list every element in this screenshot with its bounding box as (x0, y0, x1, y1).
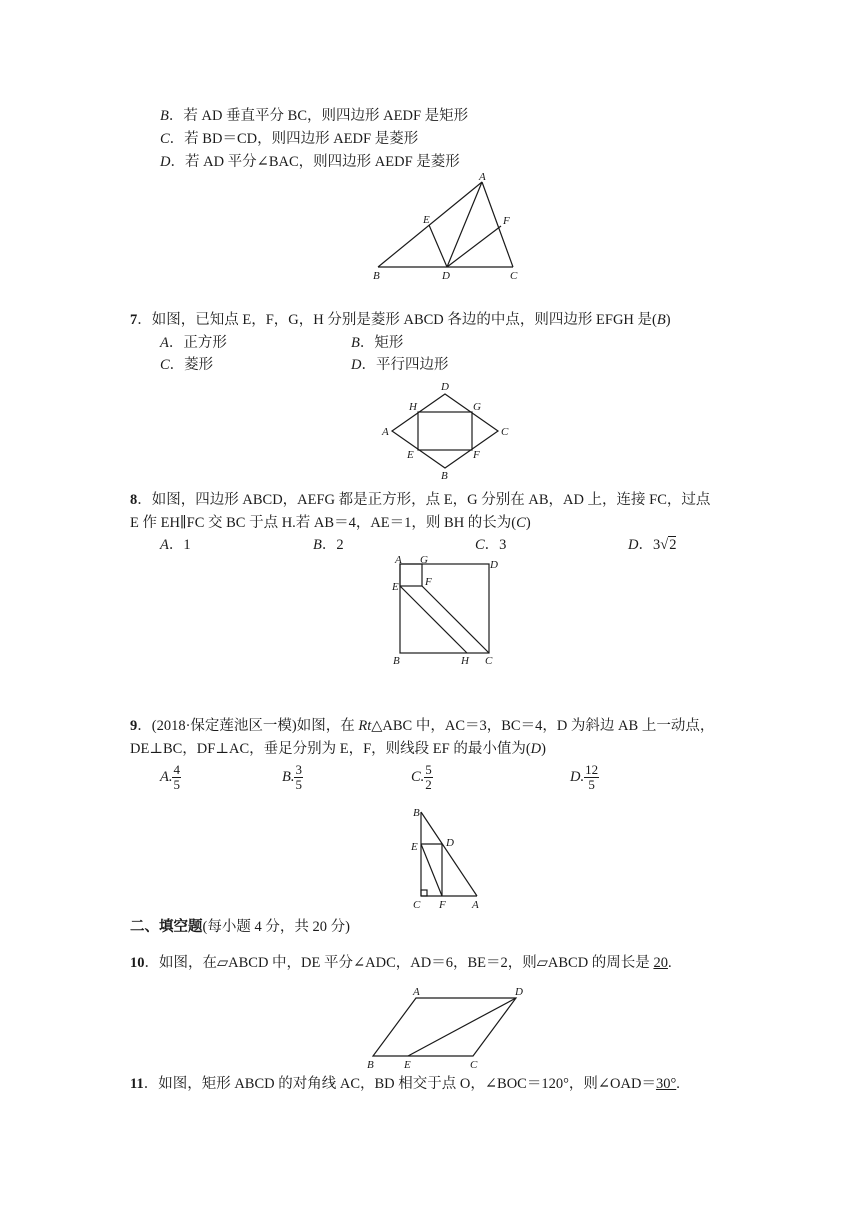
option-letter: C (475, 537, 485, 553)
fraction (294, 763, 303, 792)
label-d: D (446, 837, 454, 849)
answer: 20 (653, 955, 668, 971)
label-a: A (413, 986, 420, 998)
fraction (172, 763, 181, 792)
label-d: D (442, 270, 450, 282)
question-number: 8 (130, 492, 138, 508)
q6-option-b (160, 106, 468, 126)
option-letter: B. (282, 768, 295, 785)
denominator: 5 (295, 777, 302, 792)
option-text: ．2 (321, 537, 344, 553)
numerator: 4 (173, 762, 180, 777)
period: . (667, 955, 672, 971)
denominator: 5 (588, 777, 595, 792)
fraction (584, 763, 599, 792)
sqrt-radicand: 2 (669, 537, 677, 553)
label-c: C (470, 1059, 478, 1071)
option-text: ．菱形 (169, 357, 214, 373)
figure-q10-parallelogram (360, 984, 535, 1072)
figure-q8-squares (385, 552, 515, 670)
option-letter: C (160, 357, 170, 373)
q11-stem (130, 1074, 680, 1094)
option-text: ．平行四边形 (361, 357, 449, 373)
option-letter: A. (160, 768, 173, 785)
label-b: B (441, 470, 448, 482)
label-b: B (373, 270, 380, 282)
section-heading (130, 917, 350, 937)
answer: B (656, 312, 666, 328)
option-letter: D (160, 154, 171, 170)
label-e: E (407, 449, 414, 461)
period: . (676, 1076, 680, 1092)
q7-option-c (160, 355, 213, 375)
q9-option-d (570, 763, 599, 792)
question-number: 9 (130, 718, 138, 734)
label-e: E (423, 214, 430, 226)
label-e: E (404, 1059, 411, 1071)
figure-q7-rhombus (375, 378, 515, 483)
q6-option-d (160, 152, 460, 172)
numerator: 3 (295, 762, 302, 777)
option-letter: C (160, 131, 170, 147)
label-h: H (461, 655, 469, 667)
option-letter: D (351, 357, 362, 373)
q7-option-a (160, 333, 227, 353)
q7-option-b (351, 333, 403, 353)
numerator: 12 (585, 762, 599, 777)
label-c: C (501, 426, 509, 438)
section-title: 二、填空题 (130, 919, 203, 935)
question-text: E 作 EH∥FC 交 BC 于点 H.若 AB＝4，AE＝1，则 BH 的长为( (130, 515, 517, 531)
option-text: ．1 (168, 537, 191, 553)
label-d: D (515, 986, 523, 998)
label-d: D (490, 559, 498, 571)
label-g: G (420, 554, 428, 566)
numerator: 5 (425, 762, 432, 777)
label-b: B (393, 655, 400, 667)
q8-option-b (313, 535, 344, 555)
question-text: ．如图，在▱ABCD 中，DE 平分∠ADC，AD＝6，BE＝2，则▱ABCD 的周长是 (144, 955, 654, 971)
option-letter: B (160, 108, 169, 124)
q8-option-a (160, 535, 191, 555)
q10-stem (130, 953, 672, 973)
answer: C (516, 515, 526, 531)
question-text: ．如图，已知点 E，F，G，H 分别是菱形 ABCD 各边的中点，则四边形 EFGH 是( (137, 312, 657, 328)
question-text: DE⊥BC，DF⊥AC，垂足分别为 E，F，则线段 EF 的最小值为( (130, 741, 531, 757)
option-letter: A (160, 335, 169, 351)
question-text: ．如图，矩形 ABCD 的对角线 AC，BD 相交于点 O，∠BOC＝120°，则∠OAD＝ (143, 1076, 656, 1092)
q9-option-c (411, 763, 433, 792)
answer: 30° (655, 1076, 677, 1092)
label-a: A (382, 426, 389, 438)
close-paren: ) (525, 515, 531, 531)
question-text: ．(2018·保定莲池区一模)如图，在 (137, 718, 359, 734)
figure-q6-triangle (360, 170, 530, 285)
label-b: B (367, 1059, 374, 1071)
label-f: F (439, 899, 446, 911)
label-c: C (510, 270, 518, 282)
denominator: 5 (173, 777, 180, 792)
option-letter: B (313, 537, 322, 553)
close-paren: ) (665, 312, 671, 328)
label-f: F (473, 449, 480, 461)
label-a: A (395, 554, 402, 566)
option-letter: D. (570, 768, 585, 785)
q9-stem-line1 (130, 716, 714, 736)
option-letter: B (351, 335, 360, 351)
option-text: ．3 (484, 537, 507, 553)
q8-stem-line2 (130, 513, 531, 533)
q8-option-d (628, 535, 676, 555)
label-f: F (503, 215, 510, 227)
q6-option-c (160, 129, 418, 149)
option-text: ．若 AD 平分∠BAC，则四边形 AEDF 是菱形 (170, 154, 460, 170)
question-number: 11 (130, 1076, 144, 1092)
question-text: △ABC 中，AC＝3，BC＝4，D 为斜边 AB 上一动点， (371, 718, 715, 734)
label-h: H (409, 401, 417, 413)
label-g: G (473, 401, 481, 413)
label-b: B (413, 807, 420, 819)
label-f: F (425, 576, 432, 588)
question-text: ．如图，四边形 ABCD，AEFG 都是正方形，点 E，G 分别在 AB，AD 上，连接 FC，过点 (137, 492, 711, 508)
q9-option-a (160, 763, 181, 792)
label-d: D (441, 381, 449, 393)
question-number: 10 (130, 955, 145, 971)
sqrt-sign: √ (660, 537, 669, 553)
figure-q9-right-triangle (405, 804, 495, 914)
close-paren: ) (541, 741, 546, 757)
option-text: ．矩形 (359, 335, 404, 351)
label-c: C (485, 655, 493, 667)
denominator: 2 (425, 777, 432, 792)
option-text: ．3 (638, 537, 661, 553)
option-letter: D (628, 537, 639, 553)
q9-option-b (282, 763, 303, 792)
rt-symbol: Rt (358, 718, 372, 734)
q8-stem-line1 (130, 490, 710, 510)
q9-stem-line2 (130, 739, 546, 759)
option-letter: A (160, 537, 169, 553)
answer: D (530, 741, 542, 757)
option-text: ．若 BD＝CD，则四边形 AEDF 是菱形 (169, 131, 419, 147)
option-text: ．正方形 (168, 335, 227, 351)
fraction (424, 763, 433, 792)
section-note: (每小题 4 分，共 20 分) (202, 919, 350, 935)
q7-stem (130, 310, 671, 330)
label-c: C (413, 899, 421, 911)
label-a: A (472, 899, 479, 911)
option-text: ．若 AD 垂直平分 BC，则四边形 AEDF 是矩形 (168, 108, 469, 124)
option-letter: C. (411, 768, 425, 785)
label-a: A (479, 171, 486, 183)
label-e: E (411, 841, 418, 853)
q7-option-d (351, 355, 448, 375)
label-e: E (392, 581, 399, 593)
question-number: 7 (130, 312, 138, 328)
